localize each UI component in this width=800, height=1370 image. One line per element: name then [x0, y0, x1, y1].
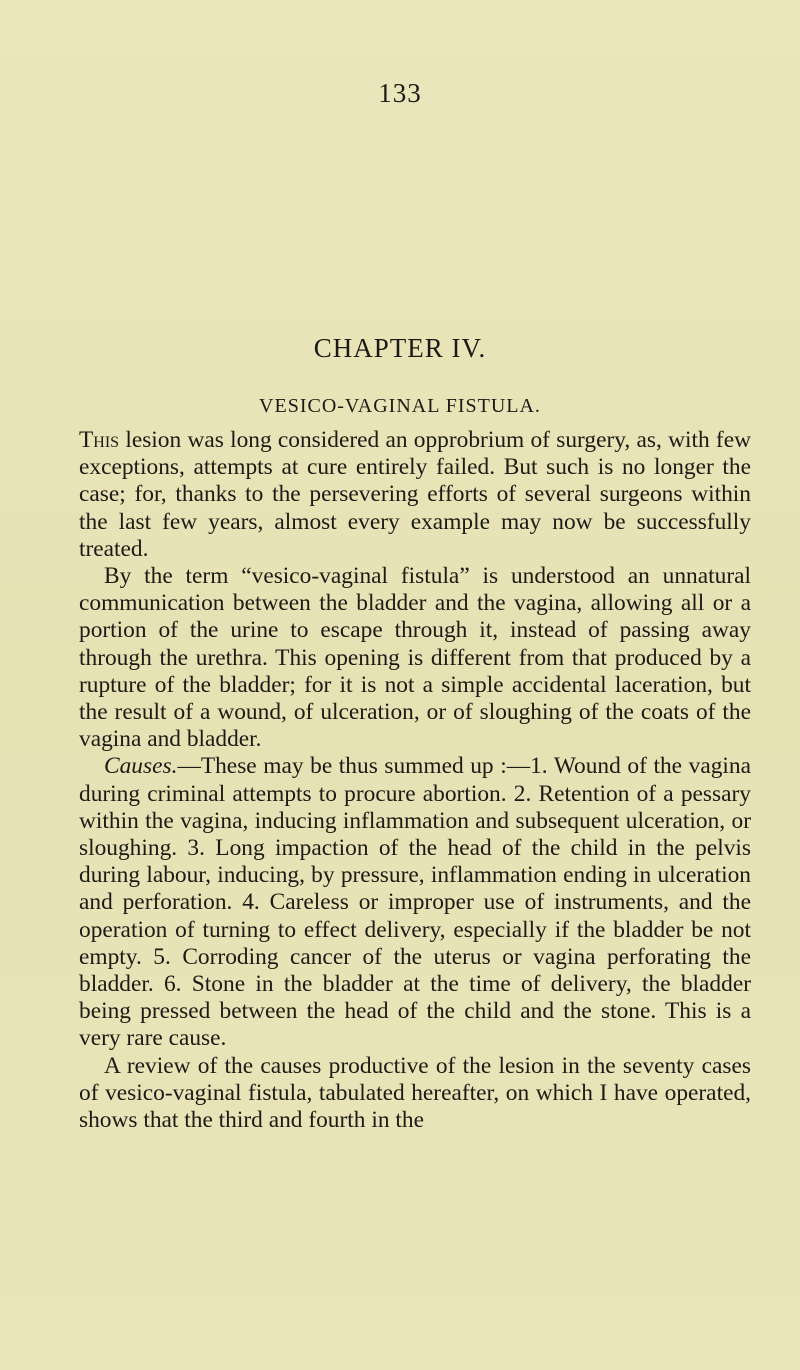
- paragraph-text: By the term “vesico-vaginal fistula” is understood an unnatural communication between the bladder and the vagina, allowing all or a portion of the urine to escape through it, instead of passing away through the urethra. This opening is different from that produced by a rupture of the bladder; for it is not a simple accidental laceration, but the result of a wound, of ulceration, or of sloughing of the coats of the vagina and bladder.: [79, 563, 751, 753]
- page-number: 133: [378, 78, 422, 108]
- paragraph-lead-word: This: [79, 427, 120, 453]
- paragraph-heading-causes: Causes.: [104, 753, 178, 780]
- paragraph-definition: [79, 563, 751, 753]
- chapter-title: CHAPTER IV.: [313, 333, 487, 363]
- paragraph-text: lesion was long considered an opprobrium of surgery, as, with few exceptions, attempts at cure entirely failed. But such is no longer the case; for, thanks to the persevering efforts of several surgeons within the last few years, almost every example may now be successfully treated.: [79, 427, 751, 562]
- paragraph-text: A review of the causes productive of the lesion in the seventy cases of vesico-vaginal fistula, tabulated hereafter, on which I have operated, shows that the third and fourth in the: [79, 1052, 751, 1134]
- section-title: VESICO-VAGINAL FISTULA.: [259, 395, 541, 417]
- paragraph-review: [79, 1053, 751, 1135]
- paragraph-text: —These may be thus summed up :—1. Wound of the vagina during criminal attempts to procure abortion. 2. Retention of a pessary within the vagina, inducing inflammation and subsequent ulceration, or sloughing. 3. Long impaction of the head of the child in the pelvis during labour, inducing, by pressure, inflammation ending in ulceration and perforation. 4. Careless or improper use of instruments, and the operation of turning to effect delivery, especially if the bladder be not empty. 5. Corroding cancer of the uterus or vagina perforating the bladder. 6. Stone in the bladder at the time of delivery, the bladder being pressed between the head of the child and the stone. This is a very rare cause.: [79, 753, 751, 1052]
- paragraph-causes: [79, 753, 751, 1052]
- body-text: [79, 427, 751, 1134]
- paragraph-intro: [79, 427, 751, 563]
